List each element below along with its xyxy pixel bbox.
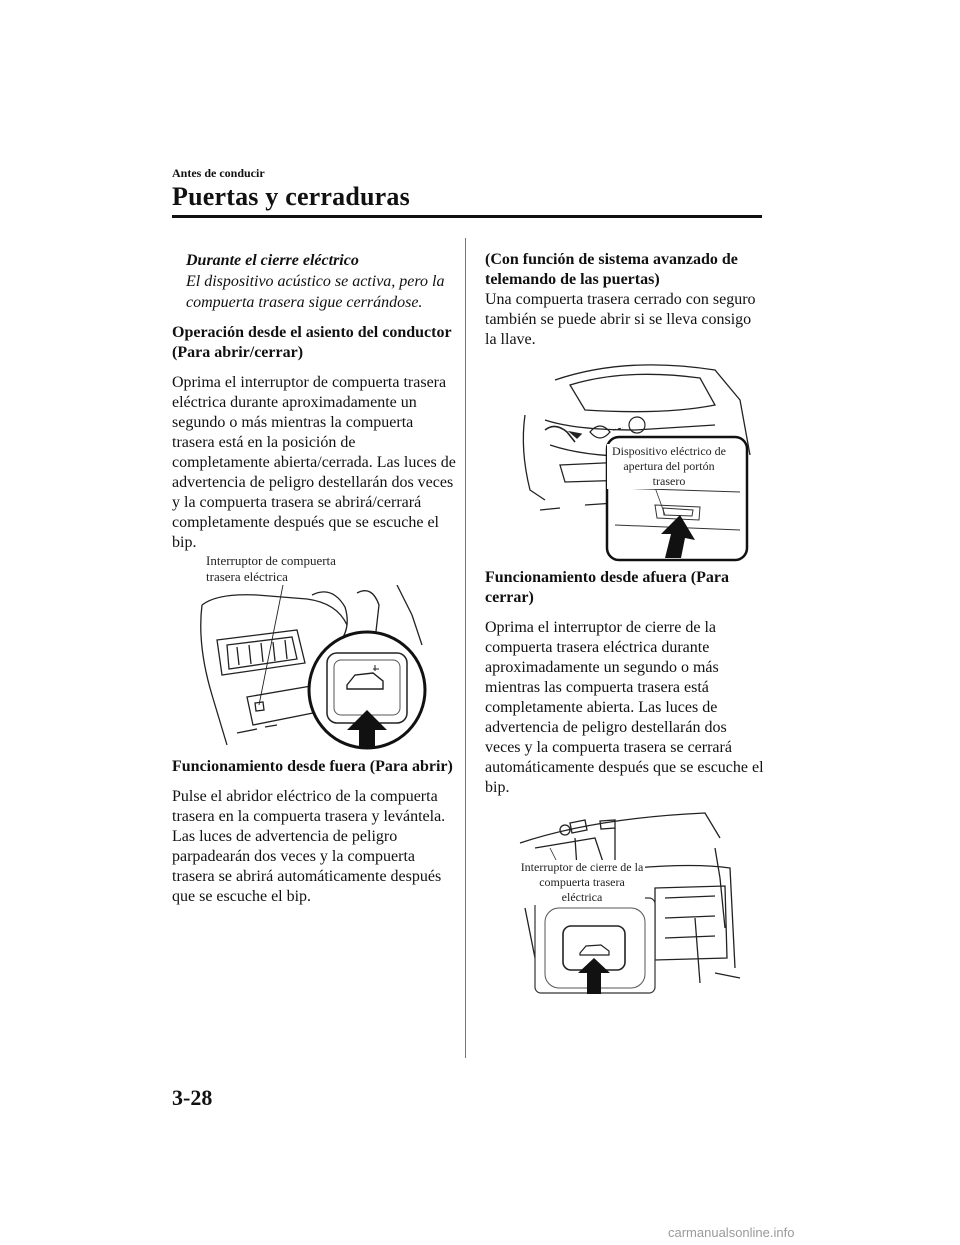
watermark: carmanualsonline.info: [668, 1225, 795, 1240]
figure-tailgate-close-switch: [485, 808, 765, 998]
figure-dashboard-switch: [172, 553, 457, 757]
figure1-caption: [206, 553, 336, 585]
outside-close-paragraph: Oprima el interruptor de cierre de la compuerta trasera eléctrica durante aproximadamente un segundo o más mientras las compuerta trasera está completamente abierta. Las luces de advertencia de peligro destellarán dos veces y la compuerta trasera se cerrará automáticamente después que se escuche el bip.: [485, 619, 764, 796]
figure2-label-line2: apertura del portón trasero: [623, 459, 715, 488]
figure3-label-line1: Interruptor de cierre de la: [520, 860, 644, 874]
note-heading: Durante el cierre eléctrico: [186, 252, 359, 269]
advanced-keyless-paragraph: Una compuerta trasera cerrado con seguro también se puede abrir si se lleva consigo la llave.: [485, 291, 756, 348]
section-label: Antes de conducir: [172, 166, 265, 180]
figure2-label-line1: Dispositivo eléctrico de: [612, 444, 726, 458]
right-column: [485, 250, 765, 998]
outside-close-heading: Funcionamiento desde afuera (Para cerrar): [485, 569, 729, 606]
figure3-label: [519, 860, 645, 905]
outside-open-heading: Funcionamiento desde fuera (Para abrir): [172, 758, 453, 775]
figure1-caption-line2: trasera eléctrica: [206, 569, 288, 584]
column-divider: [465, 238, 466, 1058]
outside-open-paragraph: Pulse el abridor eléctrico de la compuerta trasera en la compuerta trasera y levántela. Las luces de advertencia de peligro parpadearán dos veces y la compuerta trasera se abrirá automáticamente después que se escuche el bip.: [172, 788, 446, 905]
page-number: 3-28: [172, 1085, 213, 1110]
figure-tailgate-opener: [485, 360, 765, 568]
header-rule: [172, 215, 762, 218]
figure1-caption-line1: Interruptor de compuerta: [206, 553, 336, 568]
driver-seat-heading: Operación desde el asiento del conductor (Para abrir/cerrar): [172, 324, 452, 361]
note-body: El dispositivo acústico se activa, pero la compuerta trasera sigue cerrándose.: [186, 273, 445, 311]
dashboard-illustration: [197, 585, 442, 750]
left-column: [172, 250, 457, 917]
advanced-keyless-heading: (Con función de sistema avanzado de telemando de las puertas): [485, 251, 738, 288]
figure3-label-line2: compuerta trasera eléctrica: [539, 875, 625, 904]
note-block: [172, 250, 457, 313]
driver-seat-paragraph: Oprima el interruptor de compuerta trasera eléctrica durante aproximadamente un segundo o más mientras la compuerta trasera está en la posición de completamente abierta/cerrada. Las luces de advertencia de peligro destellarán dos veces y la compuerta trasera se abrirá/cerrará completamente después que se escuche el bip.: [172, 374, 456, 551]
chapter-title: Puertas y cerraduras: [172, 182, 410, 211]
figure2-label: [607, 444, 731, 489]
